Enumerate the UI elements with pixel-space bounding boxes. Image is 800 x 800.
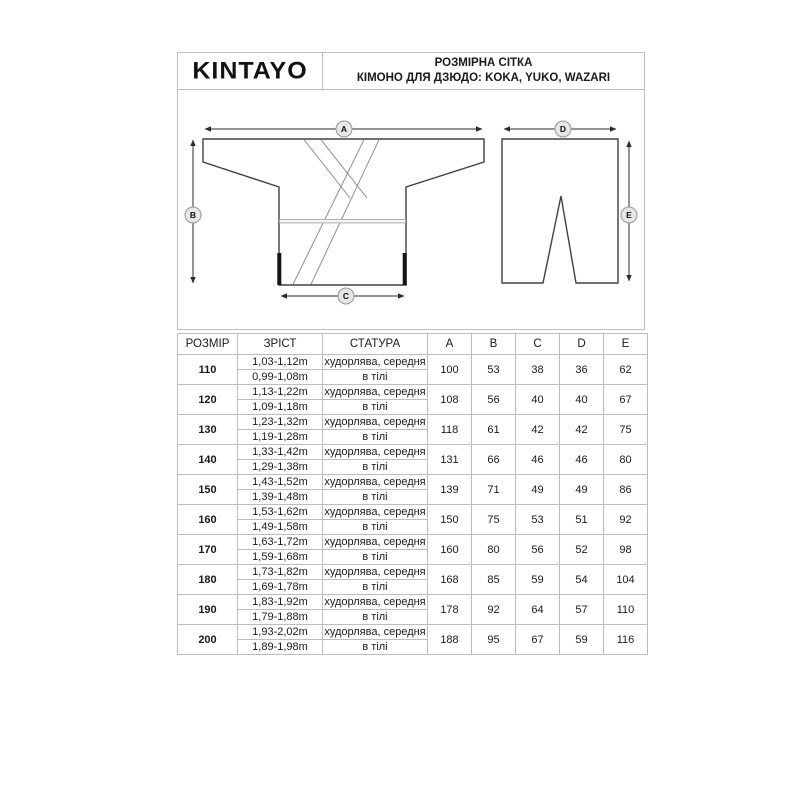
size-cell: 170 [178, 535, 238, 565]
svg-text:C: C [342, 291, 350, 301]
measure-cell-d: 52 [560, 535, 604, 565]
height-range-cell: 1,93-2,02m [238, 625, 323, 640]
column-header-size: РОЗМІР [178, 334, 238, 355]
dimension-label-b [185, 207, 201, 223]
measure-cell-b: 56 [472, 385, 516, 415]
size-cell: 160 [178, 505, 238, 535]
height-range-cell: 1,69-1,78m [238, 580, 323, 595]
build-cell: в тілі [323, 550, 428, 565]
height-range-cell: 1,49-1,58m [238, 520, 323, 535]
measure-cell-a: 131 [428, 445, 472, 475]
column-header-d: D [560, 334, 604, 355]
build-cell: худорлява, середня [324, 536, 426, 548]
jacket-side-vent-left [277, 253, 281, 285]
measure-cell-e: 62 [604, 355, 648, 385]
measure-cell-a: 139 [428, 475, 472, 505]
measure-cell-d: 54 [560, 565, 604, 595]
dimension-label-d [555, 121, 571, 137]
measure-cell-b: 80 [472, 535, 516, 565]
build-cell: худорлява, середня [324, 356, 426, 368]
measure-cell-e: 80 [604, 445, 648, 475]
measure-cell-c: 49 [516, 475, 560, 505]
measure-cell-d: 42 [560, 415, 604, 445]
build-cell: в тілі [323, 520, 428, 535]
build-cell: в тілі [323, 430, 428, 445]
measure-cell-c: 38 [516, 355, 560, 385]
svg-text:E: E [626, 210, 632, 220]
measure-cell-a: 160 [428, 535, 472, 565]
measure-cell-a: 150 [428, 505, 472, 535]
jacket-outline [203, 139, 484, 285]
column-header-e: E [604, 334, 648, 355]
height-range-cell: 1,89-1,98m [238, 640, 323, 655]
table-row [178, 595, 648, 610]
measure-cell-c: 56 [516, 535, 560, 565]
table-row [178, 535, 648, 550]
title-cell [323, 53, 644, 89]
measure-cell-e: 86 [604, 475, 648, 505]
page-subtitle: КІМОНО ДЛЯ ДЗЮДО: KOKA, YUKO, WAZARI [356, 72, 611, 84]
table-row [178, 505, 648, 520]
table-header-row [178, 334, 648, 355]
measure-cell-b: 71 [472, 475, 516, 505]
build-cell: худорлява, середня [324, 446, 426, 458]
dimension-label-a [336, 121, 352, 137]
height-range-cell: 1,43-1,52m [238, 475, 323, 490]
measure-cell-d: 51 [560, 505, 604, 535]
build-cell: худорлява, середня [324, 626, 426, 638]
measure-cell-b: 95 [472, 625, 516, 655]
column-header-a: A [428, 334, 472, 355]
measure-cell-d: 46 [560, 445, 604, 475]
measure-cell-b: 61 [472, 415, 516, 445]
column-header-build: СТАТУРА [323, 334, 428, 355]
measure-cell-e: 92 [604, 505, 648, 535]
pants-outline [502, 139, 618, 283]
height-range-cell: 1,39-1,48m [238, 490, 323, 505]
measure-cell-d: 59 [560, 625, 604, 655]
measure-cell-c: 46 [516, 445, 560, 475]
build-cell: в тілі [323, 580, 428, 595]
column-header-c: C [516, 334, 560, 355]
dimension-label-e [621, 207, 637, 223]
build-cell: худорлява, середня [324, 596, 426, 608]
measure-cell-e: 98 [604, 535, 648, 565]
build-cell: в тілі [323, 610, 428, 625]
height-range-cell: 1,33-1,42m [238, 445, 323, 460]
build-cell: в тілі [323, 490, 428, 505]
measure-cell-d: 49 [560, 475, 604, 505]
measure-cell-c: 64 [516, 595, 560, 625]
build-cell: худорлява, середня [324, 386, 426, 398]
build-cell: худорлява, середня [324, 476, 426, 488]
column-header-height: ЗРІСТ [238, 334, 323, 355]
height-range-cell: 1,29-1,38m [238, 460, 323, 475]
measure-cell-b: 75 [472, 505, 516, 535]
brand-logo: KINTAYO [192, 57, 308, 84]
brand-logo-cell [178, 53, 323, 89]
size-cell: 180 [178, 565, 238, 595]
height-range-cell: 1,53-1,62m [238, 505, 323, 520]
height-range-cell: 0,99-1,08m [238, 370, 323, 385]
measure-cell-a: 178 [428, 595, 472, 625]
measure-cell-e: 104 [604, 565, 648, 595]
column-header-b: B [472, 334, 516, 355]
header [177, 52, 645, 90]
measure-cell-d: 57 [560, 595, 604, 625]
svg-text:A: A [340, 124, 348, 134]
measure-cell-d: 36 [560, 355, 604, 385]
size-cell: 130 [178, 415, 238, 445]
measure-cell-c: 42 [516, 415, 560, 445]
height-range-cell: 1,59-1,68m [238, 550, 323, 565]
table-row [178, 385, 648, 400]
measure-cell-a: 108 [428, 385, 472, 415]
dimension-label-c [338, 288, 354, 304]
jacket-belt [280, 220, 406, 223]
size-cell: 150 [178, 475, 238, 505]
height-range-cell: 1,13-1,22m [238, 385, 323, 400]
measure-cell-b: 85 [472, 565, 516, 595]
table-row [178, 445, 648, 460]
table-row [178, 625, 648, 640]
size-cell: 120 [178, 385, 238, 415]
height-range-cell: 1,79-1,88m [238, 610, 323, 625]
svg-text:D: D [559, 124, 567, 134]
measure-cell-c: 67 [516, 625, 560, 655]
table-row [178, 415, 648, 430]
height-range-cell: 1,03-1,12m [238, 355, 323, 370]
measure-cell-c: 59 [516, 565, 560, 595]
measure-cell-c: 53 [516, 505, 560, 535]
build-cell: в тілі [323, 370, 428, 385]
measure-cell-b: 53 [472, 355, 516, 385]
measure-cell-a: 118 [428, 415, 472, 445]
svg-text:B: B [189, 210, 197, 220]
kimono-diagram [178, 90, 644, 328]
height-range-cell: 1,19-1,28m [238, 430, 323, 445]
measure-cell-d: 40 [560, 385, 604, 415]
measure-cell-b: 66 [472, 445, 516, 475]
size-cell: 190 [178, 595, 238, 625]
height-range-cell: 1,23-1,32m [238, 415, 323, 430]
measure-cell-b: 92 [472, 595, 516, 625]
build-cell: в тілі [323, 640, 428, 655]
height-range-cell: 1,73-1,82m [238, 565, 323, 580]
measure-cell-e: 110 [604, 595, 648, 625]
measure-cell-a: 188 [428, 625, 472, 655]
table-row [178, 565, 648, 580]
measure-cell-a: 168 [428, 565, 472, 595]
table-row [178, 475, 648, 490]
measure-cell-a: 100 [428, 355, 472, 385]
size-table [177, 333, 648, 655]
height-range-cell: 1,83-1,92m [238, 595, 323, 610]
measure-cell-c: 40 [516, 385, 560, 415]
height-range-cell: 1,09-1,18m [238, 400, 323, 415]
measure-cell-e: 116 [604, 625, 648, 655]
size-cell: 140 [178, 445, 238, 475]
jacket-side-vent-right [403, 253, 407, 285]
measure-cell-e: 75 [604, 415, 648, 445]
size-cell: 200 [178, 625, 238, 655]
measure-cell-e: 67 [604, 385, 648, 415]
page-title: РОЗМІРНА СІТКА [434, 57, 533, 69]
height-range-cell: 1,63-1,72m [238, 535, 323, 550]
build-cell: худорлява, середня [324, 506, 426, 518]
build-cell: в тілі [323, 400, 428, 415]
build-cell: худорлява, середня [324, 566, 426, 578]
diagram-panel [177, 90, 645, 330]
build-cell: худорлява, середня [324, 416, 426, 428]
table-row [178, 355, 648, 370]
size-cell: 110 [178, 355, 238, 385]
size-table-body [178, 355, 648, 655]
build-cell: в тілі [323, 460, 428, 475]
